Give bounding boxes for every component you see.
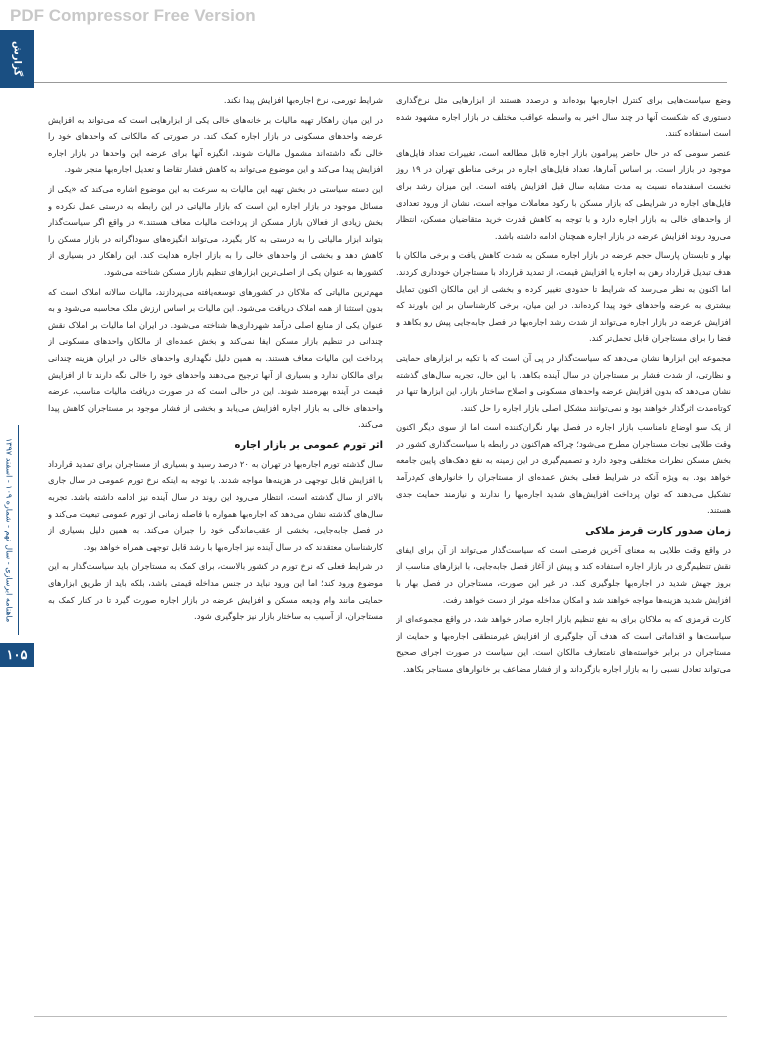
paragraph: این دسته سیاستی در بخش تهیه این مالیات به سرعت به این موضوع اشاره می‌کند که «یکی از مسائل موجود در بازار اجاره این است که بازار مالیاتی در این رابطه به درستی عمل نکرده و بخش زیادی از فعالان بازار مسکن از پرداخت مالیات معاف هستند.» در واقع اگر سیاست‌گذار بتواند ابزار مالیاتی را به درستی به کار بگیرد، می‌تواند انگیزه‌های سوداگرانه در بازار مسکن را کاهش دهد و بخشی از واحدهای خالی را به بازار اجاره هدایت کند. این راهکار در بسیاری از کشورها به عنوان یکی از اصلی‌ترین ابزارهای تنظیم بازار مسکن شناخته می‌شود. xyxy=(48,183,383,277)
section-heading: اثر تورم عمومی بر بازار اجاره xyxy=(234,439,383,451)
left-column xyxy=(48,92,383,1007)
paragraph: عنصر سومی که در حال حاضر پیرامون بازار اجاره قابل مطالعه است، تغییرات تعداد فایل‌های موجود در بازار است. بر اساس آمارها، تعداد فایل‌های اجاره در برخی مناطق تهران در ۱۹ روز نخست اسفندماه نسبت به مدت مشابه سال قبل افزایش یافته است. این میزان رشد برای فایل‌های اجاره در شرایطی که بازار مسکن با رکود معاملات مواجه است، نشان از ورود تعدادی از واحدهای خالی به بازار اجاره دارد و با توجه به کاهش قدرت خرید متقاضیان مسکن، انتظار می‌رود روند افزایش عرضه در بازار اجاره همچنان ادامه داشته باشد. xyxy=(396,147,731,241)
footer-rule xyxy=(34,1016,727,1017)
paragraph: مهم‌ترین مالیاتی که ملاکان در کشورهای توسعه‌یافته می‌پردازند، مالیات سالانه املاک است که بدون استثنا از همه املاک دریافت می‌شود. این مالیات بر اساس ارزش ملک محاسبه می‌شود و به عنوان یکی از منابع اصلی درآمد شهرداری‌ها شناخته می‌شود. در ایران اما مالیات بر املاک نقش چندانی در تنظیم بازار مسکن ایفا نمی‌کند و بخش عمده‌ای از مالکان واحدهای مسکونی از پرداخت این مالیات معاف هستند. به همین دلیل نگهداری واحدهای خالی در ایران هزینه چندانی برای مالکان ندارد و بسیاری از آنها ترجیح می‌دهند واحدهای خود را خالی نگه دارند تا از افزایش قیمت در آینده بهره‌مند شوند. این در حالی است که در صورت دریافت مالیات مناسب، عرضه واحدهای خالی به بازار اجاره افزایش می‌یابد و بخشی از فشار موجود بر مستاجران کاهش پیدا می‌کند. xyxy=(48,286,383,430)
header-rule xyxy=(34,82,727,83)
paragraph: بهار و تابستان پارسال حجم عرضه در بازار اجاره مسکن به شدت کاهش یافت و برخی مالکان با هدف تبدیل قرارداد رهن به اجاره یا افزایش قیمت، از تمدید قرارداد با مستاجران خودداری کردند. اما اکنون به نظر می‌رسد که شرایط تا حدودی تغییر کرده و بخشی از این مالکان اکنون تمایل بیشتری به عرضه واحدهای خود پیدا کرده‌اند. در این میان، برخی کارشناسان بر این باورند که افزایش عرضه در بازار اجاره می‌تواند از شدت رشد اجاره‌بها در فصل جابه‌جایی پیش رو بکاهد و فضا را برای مستاجران قابل تحمل‌تر کند. xyxy=(396,250,731,344)
paragraph: وضع سیاست‌هایی برای کنترل اجاره‌بها بوده‌اند و درصدد هستند از ابزارهایی مثل نرخ‌گذاری دستوری که شکست آنها در چند سال اخیر به واسطه عواقب مختلف در بازار اجاره مشهود شده است استفاده کنند. xyxy=(396,95,731,139)
paragraph: در واقع وقت طلایی به معنای آخرین فرصتی است که سیاست‌گذار می‌تواند از آن برای ایفای نقش تنظیم‌گری در بازار اجاره استفاده کند و پیش از آغاز فصل جابه‌جایی، با ابزارهای مناسب از بروز جهش شدید در اجاره‌بها جلوگیری کند. در غیر این صورت، مستاجران در فصل بهار با افزایش شدید هزینه‌ها مواجه خواهند شد و امکان مداخله موثر از دست خواهد رفت. xyxy=(396,544,731,605)
side-caption xyxy=(0,430,18,630)
paragraph: مجموعه این ابزارها نشان می‌دهد که سیاست‌گذار در پی آن است که با تکیه بر ابزارهای حمایتی و نظارتی، از شدت فشار بر مستاجران در سال آینده بکاهد. با این حال، تجربه سال‌های گذشته نشان می‌دهد که بدون افزایش عرضه واحدهای مسکونی و اصلاح ساختار بازار، این ابزارها تنها در کوتاه‌مدت اثرگذار خواهند بود و نمی‌توانند مشکل اصلی بازار اجاره را حل کنند. xyxy=(396,352,731,413)
right-column xyxy=(396,92,731,1007)
paragraph: سال گذشته تورم اجاره‌بها در تهران به ۲۰ درصد رسید و بسیاری از مستاجران برای تمدید قرارداد با افزایش قابل توجهی در هزینه‌ها مواجه شدند. با توجه به اینکه نرخ تورم عمومی در سال جاری بالاتر از سال گذشته است، انتظار می‌رود این روند در سال آینده نیز ادامه داشته باشد. تجربه سال‌های گذشته نشان می‌دهد که اجاره‌بها همواره با فاصله زمانی از تورم عمومی تبعیت می‌کند و در فصل جابه‌جایی، بخشی از عقب‌ماندگی خود را جبران می‌کند. به همین دلیل بسیاری از کارشناسان معتقدند که در سال آینده نیز اجاره‌بها با رشد قابل توجهی همراه خواهد بود. xyxy=(48,458,383,552)
watermark: PDF Compressor Free Version xyxy=(10,6,256,25)
side-caption-text: ماهنامه ابرسازی - سال نهم - شماره ۱۰۹ - اسفند ۱۳۹۷ xyxy=(4,437,14,623)
paragraph: در شرایط فعلی که نرخ تورم در کشور بالاست، برای کمک به مستاجران باید سیاست‌گذار به این موضوع ورود کند؛ اما این ورود نباید در جنس مداخله قیمتی باشد، بلکه باید از طریق ابزارهای حمایتی مانند وام ودیعه مسکن و افزایش عرضه در بازار اجاره صورت گیرد تا در کنار کمک به مستاجران، از آسیب به ساختار بازار نیز جلوگیری شود. xyxy=(48,561,383,622)
side-rule xyxy=(18,425,19,635)
section-heading: زمان صدور کارت قرمز ملاکی xyxy=(585,525,731,537)
paragraph: از یک سو اوضاع نامناسب بازار اجاره در فصل بهار نگران‌کننده است اما از سوی دیگر اکنون وقت طلایی نجات مستاجران مطرح می‌شود؛ چراکه هم‌اکنون در رابطه با سیاست‌گذاری کشور در بخش مسکن نظرات مختلفی وجود دارد و تصمیم‌گیری در این زمینه به نفع دهک‌های پایین جامعه خواهد بود. به ویژه آنکه در شرایط فعلی بخش عمده‌ای از مستاجران را خانوارهای کم‌درآمد تشکیل می‌دهند که توان پرداخت افزایش‌های شدید اجاره‌بها را ندارند و نیازمند حمایت جدی هستند. xyxy=(396,422,731,516)
section-tab-label: گزارش xyxy=(11,41,23,77)
paragraph: شرایط تورمی، نرخ اجاره‌بها افزایش پیدا نکند. xyxy=(223,95,383,105)
paragraph: در این میان راهکار تهیه مالیات بر خانه‌های خالی یکی از ابزارهایی است که می‌تواند به افزایش عرضه واحدهای مسکونی در بازار اجاره کمک کند. در صورتی که مالکانی که واحدهای خود را خالی نگه داشته‌اند مشمول مالیات شوند، انگیزه آنها برای عرضه این واحدها در بازار اجاره افزایش پیدا می‌کند و این موضوع می‌تواند به کاهش فشار تقاضا و تعدیل اجاره‌بها منجر شود. xyxy=(48,114,383,175)
paragraph: کارت قرمزی که به ملاکان برای به نفع تنظیم بازار اجاره صادر خواهد شد، در واقع مجموعه‌ای از سیاست‌ها و اقداماتی است که هدف آن جلوگیری از افزایش غیرمنطقی اجاره‌بها و حمایت از مستاجران در برابر خواسته‌های نامتعارف مالکان است. این سیاست در صورت اجرای صحیح می‌تواند تعادل نسبی را به بازار اجاره بازگرداند و از فشار مضاعف بر خانوارهای مستاجر بکاهد. xyxy=(396,614,731,674)
section-tab xyxy=(0,30,34,88)
page-number: ۱۰۵ xyxy=(0,643,34,667)
